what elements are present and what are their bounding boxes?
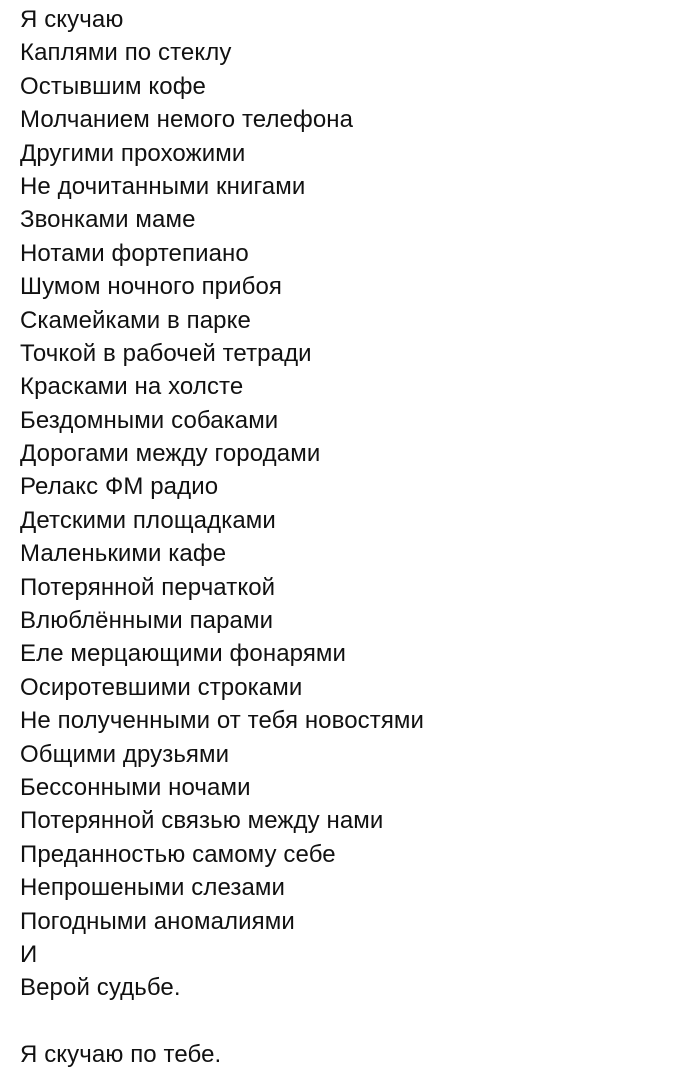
poem-text — [20, 3, 680, 1072]
poem-line: Потерянной перчаткой — [20, 573, 276, 601]
poem-line: Остывшим кофе — [20, 72, 206, 100]
poem-line: Детскими площадками — [20, 506, 276, 534]
poem-line: Еле мерцающими фонарями — [20, 640, 347, 668]
poem-line: Погодными аномалиями — [20, 907, 295, 935]
poem-line: Релакс ФМ радио — [20, 473, 219, 501]
poem-line: Не полученными от тебя новостями — [20, 707, 425, 735]
poem-line: Каплями по стеклу — [20, 39, 232, 67]
poem-line: Влюблёнными парами — [20, 607, 274, 635]
poem-line: Дорогами между городами — [20, 440, 321, 468]
poem-line: Общими друзьями — [20, 740, 230, 768]
poem-line: Преданностью самому себе — [20, 840, 336, 868]
poem-line: Я скучаю — [20, 6, 124, 33]
poem-line: Бездомными собаками — [20, 406, 279, 434]
poem-closing-line: Я скучаю по тебе. — [20, 1041, 222, 1069]
poem-line: Скамейками в парке — [20, 306, 251, 334]
poem-line: Непрошеными слезами — [20, 874, 286, 902]
poem-line: Потерянной связью между нами — [20, 807, 384, 835]
poem-line: Нотами фортепиано — [20, 239, 249, 267]
poem-line: Красками на холсте — [20, 373, 244, 401]
poem-line: Маленькими кафе — [20, 540, 227, 568]
poem-line: Верой судьбе. — [20, 974, 181, 1002]
poem-line: Бессонными ночами — [20, 773, 251, 801]
poem-line: Шумом ночного прибоя — [20, 273, 283, 301]
poem-line: Осиротевшими строками — [20, 673, 303, 701]
stanza-gap — [20, 1005, 680, 1038]
poem-line: Молчанием немого телефона — [20, 106, 354, 134]
poem-line: Не дочитанными книгами — [20, 172, 306, 200]
poem-line: Другими прохожими — [20, 139, 246, 167]
poem-line: Точкой в рабочей тетради — [20, 339, 312, 367]
poem-line: И — [20, 940, 38, 968]
poem-line: Звонками маме — [20, 206, 196, 234]
